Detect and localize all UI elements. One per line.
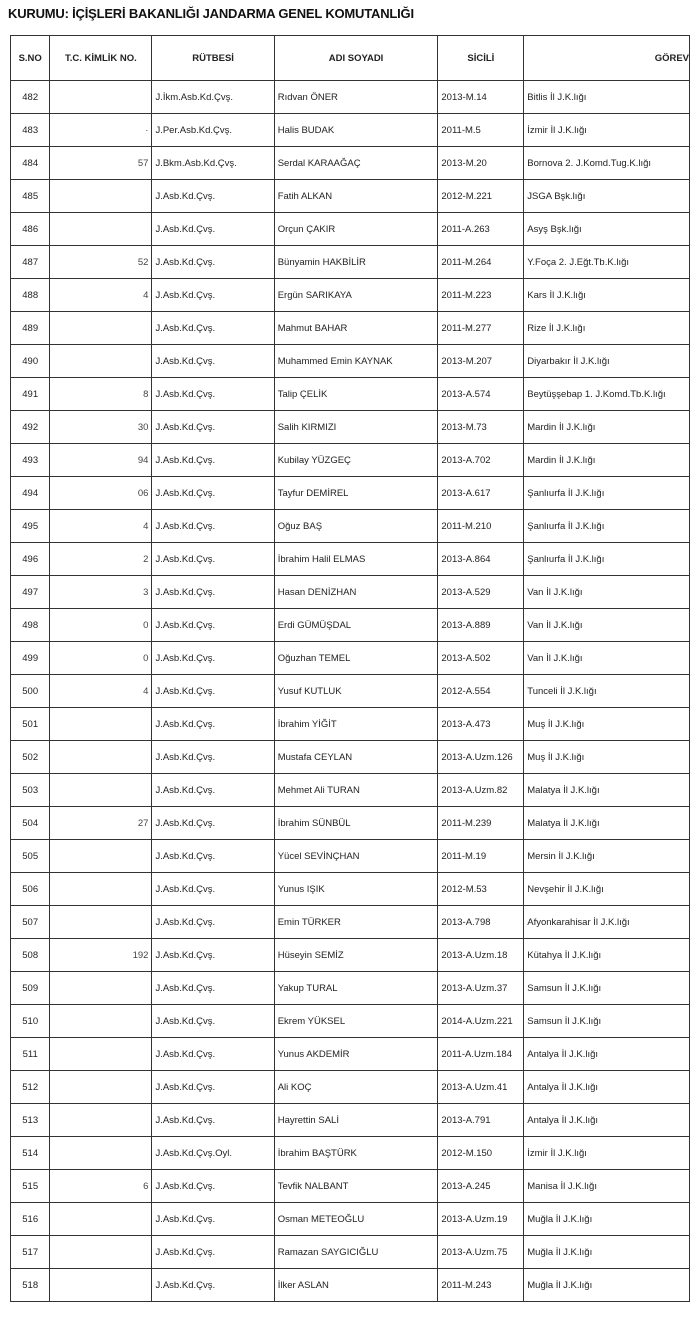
name-cell: Tayfur DEMİREL [274,477,438,510]
gorev-cell: Bitlis İl J.K.lığı [524,81,690,114]
sno-cell: 510 [11,1005,50,1038]
table-row [11,345,690,378]
name-cell: Hasan DENİZHAN [274,576,438,609]
gorev-cell: Nevşehir İl J.K.lığı [524,873,690,906]
sicil-cell: 2013-A.864 [438,543,524,576]
rank-cell: J.Asb.Kd.Çvş. [152,477,274,510]
tc-cell [50,708,152,741]
table-row [11,378,690,411]
name-cell: Yusuf KUTLUK [274,675,438,708]
name-cell: Yunus IŞIK [274,873,438,906]
sicil-cell: 2013-A.Uzm.75 [438,1236,524,1269]
sno-cell: 500 [11,675,50,708]
name-cell: Fatih ALKAN [274,180,438,213]
name-cell: Ekrem YÜKSEL [274,1005,438,1038]
sno-cell: 490 [11,345,50,378]
table-row [11,81,690,114]
rank-cell: J.Asb.Kd.Çvş. [152,1071,274,1104]
gorev-cell: Malatya İl J.K.lığı [524,774,690,807]
sno-cell: 511 [11,1038,50,1071]
sicil-cell: 2011-M.19 [438,840,524,873]
gorev-cell: Muğla İl J.K.lığı [524,1269,690,1302]
gorev-cell: Şanlıurfa İl J.K.lığı [524,543,690,576]
gorev-cell: İzmir İl J.K.lığı [524,114,690,147]
table-row [11,939,690,972]
sicil-cell: 2011-M.239 [438,807,524,840]
sicil-cell: 2013-A.Uzm.82 [438,774,524,807]
rank-cell: J.Asb.Kd.Çvş. [152,906,274,939]
name-cell: Rıdvan ÖNER [274,81,438,114]
tc-cell [50,1104,152,1137]
sicil-cell: 2011-M.277 [438,312,524,345]
sicil-cell: 2013-M.207 [438,345,524,378]
table-row [11,576,690,609]
tc-cell [50,840,152,873]
table-row [11,213,690,246]
name-cell: Muhammed Emin KAYNAK [274,345,438,378]
table-row [11,477,690,510]
tc-cell: 6 [50,1170,152,1203]
sno-cell: 512 [11,1071,50,1104]
tc-cell [50,213,152,246]
rank-cell: J.Asb.Kd.Çvş. [152,180,274,213]
gorev-cell: İzmir İl J.K.lığı [524,1137,690,1170]
rank-cell: J.Asb.Kd.Çvş. [152,609,274,642]
table-row [11,1137,690,1170]
gorev-cell: Antalya İl J.K.lığı [524,1071,690,1104]
table-row [11,708,690,741]
sno-cell: 489 [11,312,50,345]
sno-cell: 509 [11,972,50,1005]
sno-cell: 493 [11,444,50,477]
name-cell: Kubilay YÜZGEÇ [274,444,438,477]
gorev-cell: Antalya İl J.K.lığı [524,1104,690,1137]
table-row [11,642,690,675]
table-row [11,840,690,873]
name-cell: Talip ÇELİK [274,378,438,411]
sicil-cell: 2011-A.263 [438,213,524,246]
gorev-cell: Kütahya İl J.K.lığı [524,939,690,972]
tc-cell [50,774,152,807]
header-sicil: SİCİLİ [438,36,524,81]
sno-cell: 499 [11,642,50,675]
table-row [11,411,690,444]
sicil-cell: 2013-A.702 [438,444,524,477]
tc-cell: 30 [50,411,152,444]
rank-cell: J.Asb.Kd.Çvş. [152,411,274,444]
name-cell: İbrahim YİĞİT [274,708,438,741]
gorev-cell: Beytüşşebap 1. J.Komd.Tb.K.lığı [524,378,690,411]
rank-cell: J.Asb.Kd.Çvş. [152,972,274,1005]
sicil-cell: 2013-A.798 [438,906,524,939]
rank-cell: J.İkm.Asb.Kd.Çvş. [152,81,274,114]
table-row [11,774,690,807]
sicil-cell: 2011-A.Uzm.184 [438,1038,524,1071]
name-cell: Yakup TURAL [274,972,438,1005]
table-row [11,180,690,213]
name-cell: İbrahim BAŞTÜRK [274,1137,438,1170]
gorev-cell: Muğla İl J.K.lığı [524,1203,690,1236]
sno-cell: 516 [11,1203,50,1236]
sicil-cell: 2013-A.Uzm.19 [438,1203,524,1236]
tc-cell: 4 [50,675,152,708]
name-cell: Erdi GÜMÜŞDAL [274,609,438,642]
sicil-cell: 2012-A.554 [438,675,524,708]
gorev-cell: Muğla İl J.K.lığı [524,1236,690,1269]
sno-cell: 518 [11,1269,50,1302]
name-cell: Ramazan SAYGICIĞLU [274,1236,438,1269]
sicil-cell: 2013-A.473 [438,708,524,741]
gorev-cell: Kars İl J.K.lığı [524,279,690,312]
tc-cell [50,345,152,378]
rank-cell: J.Asb.Kd.Çvş. [152,840,274,873]
rank-cell: J.Per.Asb.Kd.Çvş. [152,114,274,147]
rank-cell: J.Asb.Kd.Çvş.Oyl. [152,1137,274,1170]
name-cell: Oğuz BAŞ [274,510,438,543]
sno-cell: 508 [11,939,50,972]
header-rank: RÜTBESİ [152,36,274,81]
gorev-cell: Muş İl J.K.lığı [524,741,690,774]
table-row [11,741,690,774]
gorev-cell: Rize İl J.K.lığı [524,312,690,345]
table-row [11,279,690,312]
gorev-cell: Bornova 2. J.Komd.Tug.K.lığı [524,147,690,180]
rank-cell: J.Asb.Kd.Çvş. [152,543,274,576]
sno-cell: 487 [11,246,50,279]
table-row [11,1005,690,1038]
tc-cell [50,741,152,774]
sicil-cell: 2013-A.Uzm.37 [438,972,524,1005]
sno-cell: 501 [11,708,50,741]
tc-cell: 192 [50,939,152,972]
tc-cell: 8 [50,378,152,411]
sno-cell: 483 [11,114,50,147]
document-title: KURUMU: İÇİŞLERİ BAKANLIĞI JANDARMA GENEL KOMUTANLIĞI [8,6,414,21]
rank-cell: J.Asb.Kd.Çvş. [152,873,274,906]
sicil-cell: 2011-M.5 [438,114,524,147]
tc-cell: 2 [50,543,152,576]
sno-cell: 506 [11,873,50,906]
gorev-cell: Şanlıurfa İl J.K.lığı [524,510,690,543]
rank-cell: J.Asb.Kd.Çvş. [152,642,274,675]
rank-cell: J.Asb.Kd.Çvş. [152,312,274,345]
table-row [11,1269,690,1302]
tc-cell [50,1038,152,1071]
gorev-cell: Van İl J.K.lığı [524,609,690,642]
name-cell: Serdal KARAAĞAÇ [274,147,438,180]
table-row [11,873,690,906]
header-sno: S.NO [11,36,50,81]
personnel-table [10,35,690,1302]
rank-cell: J.Asb.Kd.Çvş. [152,279,274,312]
sno-cell: 491 [11,378,50,411]
gorev-cell: Şanlıurfa İl J.K.lığı [524,477,690,510]
rank-cell: J.Asb.Kd.Çvş. [152,741,274,774]
sno-cell: 494 [11,477,50,510]
sicil-cell: 2012-M.53 [438,873,524,906]
rank-cell: J.Asb.Kd.Çvş. [152,213,274,246]
gorev-cell: Tunceli İl J.K.lığı [524,675,690,708]
sno-cell: 507 [11,906,50,939]
sno-cell: 513 [11,1104,50,1137]
name-cell: İbrahim Halil ELMAS [274,543,438,576]
tc-cell: 06 [50,477,152,510]
sicil-cell: 2011-M.264 [438,246,524,279]
table-row [11,972,690,1005]
rank-cell: J.Asb.Kd.Çvş. [152,378,274,411]
rank-cell: J.Asb.Kd.Çvş. [152,1203,274,1236]
sicil-cell: 2013-A.574 [438,378,524,411]
sicil-cell: 2011-M.210 [438,510,524,543]
sicil-cell: 2013-A.245 [438,1170,524,1203]
rank-cell: J.Asb.Kd.Çvş. [152,708,274,741]
rank-cell: J.Asb.Kd.Çvş. [152,246,274,279]
sno-cell: 496 [11,543,50,576]
sicil-cell: 2013-M.20 [438,147,524,180]
gorev-cell: JSGA Bşk.lığı [524,180,690,213]
sno-cell: 486 [11,213,50,246]
name-cell: Ergün SARIKAYA [274,279,438,312]
tc-cell: 27 [50,807,152,840]
tc-cell: 0 [50,642,152,675]
sicil-cell: 2011-M.223 [438,279,524,312]
tc-cell: 94 [50,444,152,477]
tc-cell: 57 [50,147,152,180]
sno-cell: 514 [11,1137,50,1170]
tc-cell [50,873,152,906]
sno-cell: 482 [11,81,50,114]
rank-cell: J.Asb.Kd.Çvş. [152,510,274,543]
name-cell: Bünyamin HAKBİLİR [274,246,438,279]
tc-cell: 0 [50,609,152,642]
sicil-cell: 2013-A.791 [438,1104,524,1137]
header-name: ADI SOYADI [274,36,438,81]
name-cell: Mehmet Ali TURAN [274,774,438,807]
gorev-cell: Van İl J.K.lığı [524,576,690,609]
rank-cell: J.Asb.Kd.Çvş. [152,675,274,708]
gorev-cell: Asyş Bşk.lığı [524,213,690,246]
rank-cell: J.Asb.Kd.Çvş. [152,1170,274,1203]
tc-cell [50,180,152,213]
gorev-cell: Mardin İl J.K.lığı [524,411,690,444]
rank-cell: J.Asb.Kd.Çvş. [152,444,274,477]
table-row [11,147,690,180]
sicil-cell: 2012-M.150 [438,1137,524,1170]
sicil-cell: 2013-A.Uzm.18 [438,939,524,972]
name-cell: Ali KOÇ [274,1071,438,1104]
name-cell: Halis BUDAK [274,114,438,147]
tc-cell [50,312,152,345]
table-row [11,543,690,576]
name-cell: Oğuzhan TEMEL [274,642,438,675]
sicil-cell: 2012-M.221 [438,180,524,213]
tc-cell [50,1005,152,1038]
table-row [11,1236,690,1269]
rank-cell: J.Asb.Kd.Çvş. [152,1104,274,1137]
rank-cell: J.Asb.Kd.Çvş. [152,939,274,972]
table-row [11,1170,690,1203]
sno-cell: 498 [11,609,50,642]
table-row [11,510,690,543]
gorev-cell: Mersin İl J.K.lığı [524,840,690,873]
name-cell: Hayrettin SALİ [274,1104,438,1137]
table-row [11,114,690,147]
rank-cell: J.Asb.Kd.Çvş. [152,576,274,609]
tc-cell: 4 [50,510,152,543]
table-row [11,675,690,708]
tc-cell: 3 [50,576,152,609]
name-cell: Mahmut BAHAR [274,312,438,345]
name-cell: İbrahim SÜNBÜL [274,807,438,840]
gorev-cell: Samsun İl J.K.lığı [524,972,690,1005]
rank-cell: J.Asb.Kd.Çvş. [152,807,274,840]
tc-cell [50,81,152,114]
sicil-cell: 2013-A.889 [438,609,524,642]
gorev-cell: Malatya İl J.K.lığı [524,807,690,840]
sno-cell: 488 [11,279,50,312]
sno-cell: 515 [11,1170,50,1203]
rank-cell: J.Asb.Kd.Çvş. [152,1236,274,1269]
tc-cell: 4 [50,279,152,312]
tc-cell [50,1137,152,1170]
name-cell: Mustafa CEYLAN [274,741,438,774]
table-row [11,444,690,477]
sicil-cell: 2013-A.Uzm.41 [438,1071,524,1104]
table-row [11,807,690,840]
sno-cell: 502 [11,741,50,774]
table-row [11,312,690,345]
rank-cell: J.Asb.Kd.Çvş. [152,345,274,378]
table-row [11,246,690,279]
rank-cell: J.Asb.Kd.Çvş. [152,1038,274,1071]
tc-cell [50,1203,152,1236]
gorev-cell: Afyonkarahisar İl J.K.lığı [524,906,690,939]
name-cell: İlker ASLAN [274,1269,438,1302]
rank-cell: J.Asb.Kd.Çvş. [152,774,274,807]
name-cell: Orçun ÇAKIR [274,213,438,246]
gorev-cell: Van İl J.K.lığı [524,642,690,675]
table-row [11,1038,690,1071]
tc-cell [50,972,152,1005]
name-cell: Osman METEOĞLU [274,1203,438,1236]
name-cell: Hüseyin SEMİZ [274,939,438,972]
tc-cell [50,1236,152,1269]
table-row [11,1071,690,1104]
sicil-cell: 2013-A.Uzm.126 [438,741,524,774]
name-cell: Tevfik NALBANT [274,1170,438,1203]
table-header-row [11,36,690,81]
sno-cell: 492 [11,411,50,444]
name-cell: Emin TÜRKER [274,906,438,939]
gorev-cell: Samsun İl J.K.lığı [524,1005,690,1038]
tc-cell [50,1071,152,1104]
table-row [11,609,690,642]
gorev-cell: Manisa İl J.K.lığı [524,1170,690,1203]
gorev-cell: Muş İl J.K.lığı [524,708,690,741]
table-row [11,1104,690,1137]
gorev-cell: Y.Foça 2. J.Eğt.Tb.K.lığı [524,246,690,279]
sno-cell: 495 [11,510,50,543]
sno-cell: 503 [11,774,50,807]
sno-cell: 485 [11,180,50,213]
sno-cell: 497 [11,576,50,609]
sno-cell: 505 [11,840,50,873]
sno-cell: 504 [11,807,50,840]
sicil-cell: 2013-A.529 [438,576,524,609]
header-gorev: GÖREV [524,36,690,81]
tc-cell [50,906,152,939]
tc-cell: 52 [50,246,152,279]
sicil-cell: 2013-M.73 [438,411,524,444]
name-cell: Yunus AKDEMİR [274,1038,438,1071]
sicil-cell: 2013-A.502 [438,642,524,675]
tc-cell [50,1269,152,1302]
sno-cell: 484 [11,147,50,180]
gorev-cell: Antalya İl J.K.lığı [524,1038,690,1071]
gorev-cell: Diyarbakır İl J.K.lığı [524,345,690,378]
rank-cell: J.Asb.Kd.Çvş. [152,1005,274,1038]
table-row [11,906,690,939]
sicil-cell: 2011-M.243 [438,1269,524,1302]
sicil-cell: 2013-M.14 [438,81,524,114]
name-cell: Yücel SEVİNÇHAN [274,840,438,873]
rank-cell: J.Asb.Kd.Çvş. [152,1269,274,1302]
header-tc: T.C. KİMLİK NO. [50,36,152,81]
sno-cell: 517 [11,1236,50,1269]
gorev-cell: Mardin İl J.K.lığı [524,444,690,477]
tc-cell: · [50,114,152,147]
name-cell: Salih KIRMIZI [274,411,438,444]
sicil-cell: 2014-A.Uzm.221 [438,1005,524,1038]
rank-cell: J.Bkm.Asb.Kd.Çvş. [152,147,274,180]
sicil-cell: 2013-A.617 [438,477,524,510]
table-row [11,1203,690,1236]
